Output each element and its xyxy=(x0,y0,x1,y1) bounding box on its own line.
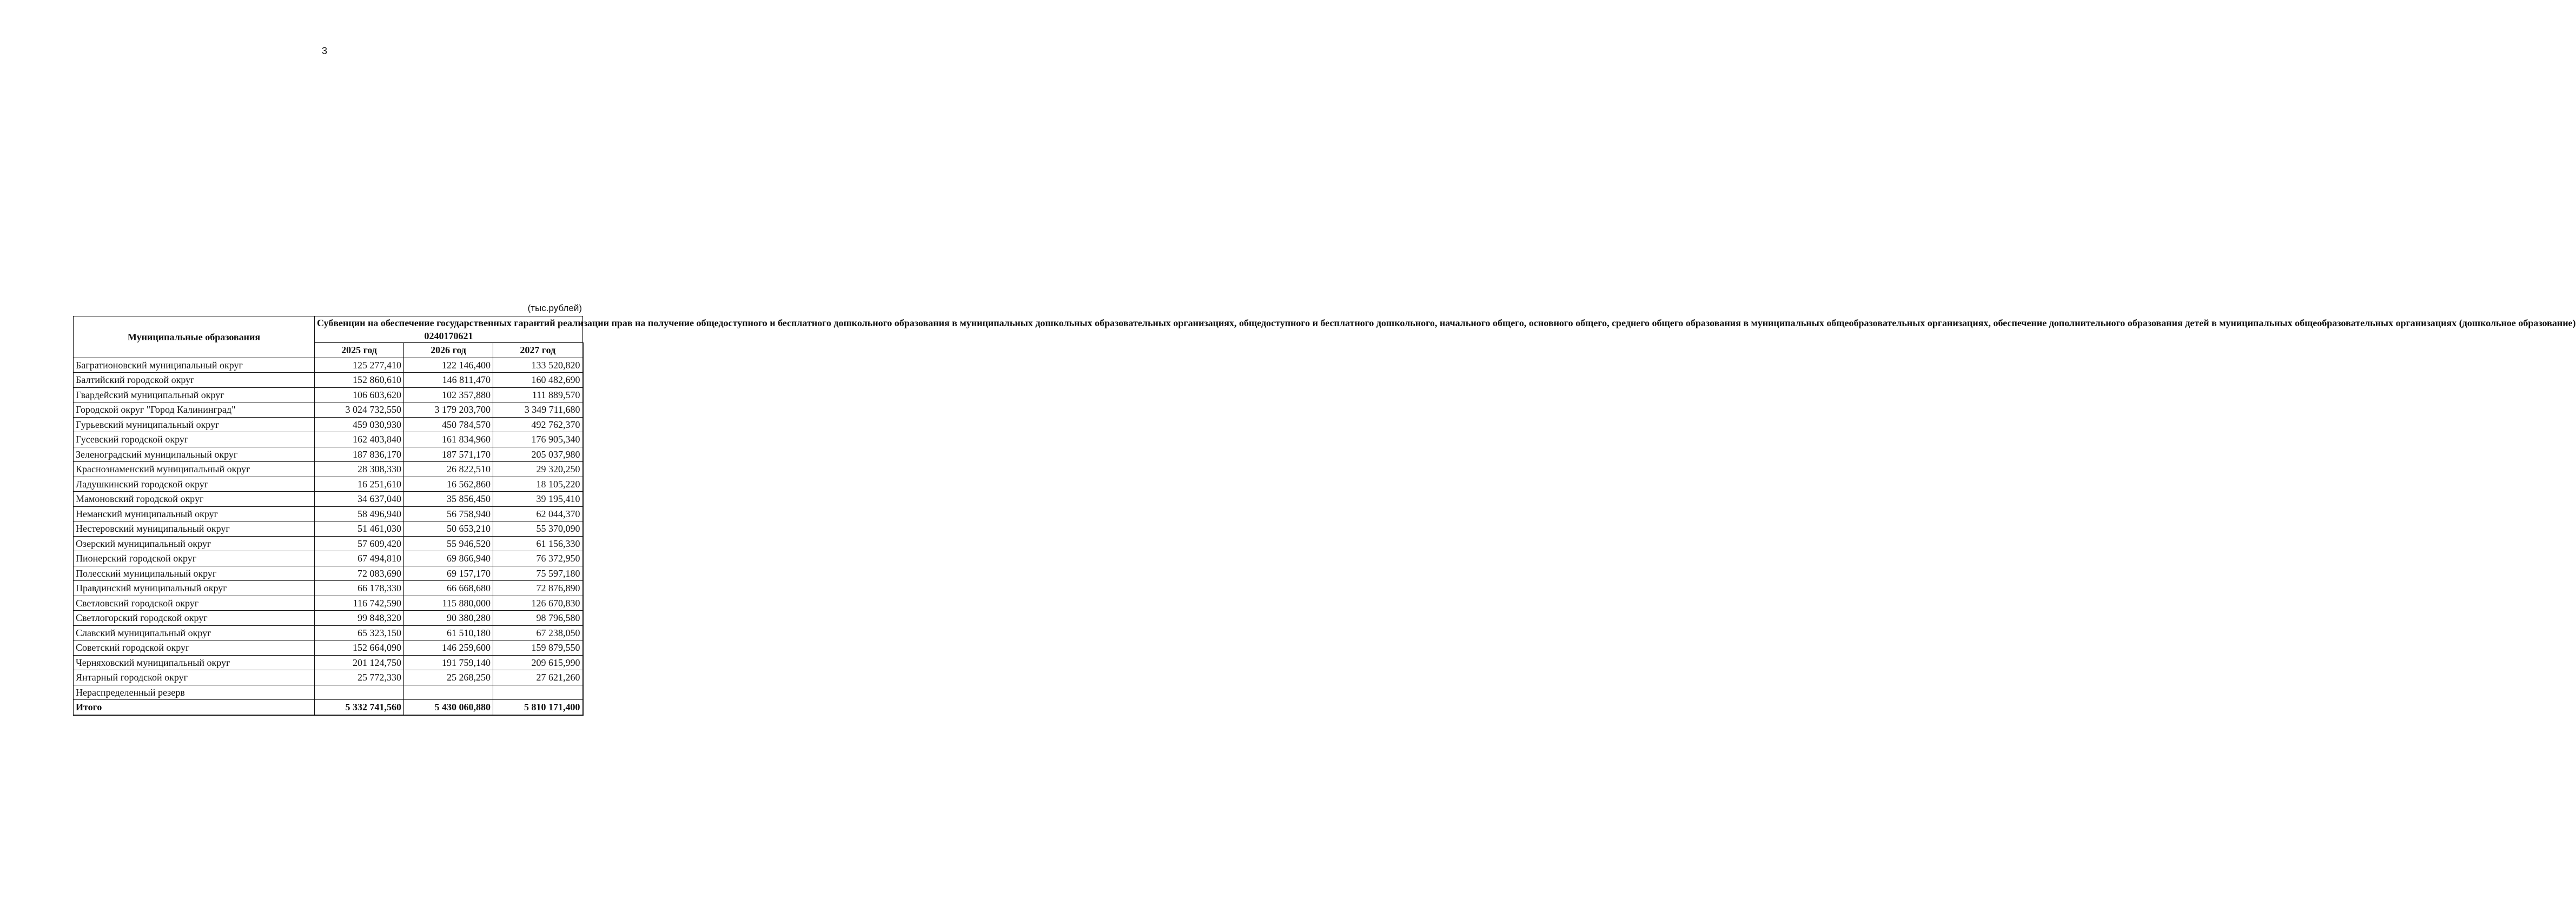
value-2027: 29 320,250 xyxy=(493,462,583,477)
value-2027: 39 195,410 xyxy=(493,492,583,507)
header-subvention-text: Субвенции на обеспечение государственных гарантий реализации прав на получение общедоступного и бесплатного дошкольного образования в муниципальных дошкольных образовательных организациях, общедоступного и бесплатного дошкольного, начального общего, основного общего, среднего общего образования в муниципальных общеобразовательных организациях, обеспечение дополнительного образования детей в муниципальных общеобразовательных организациях (дошкольное образование) xyxy=(317,318,2576,328)
table-row xyxy=(74,551,583,566)
value-2027: 159 879,550 xyxy=(493,640,583,656)
header-municipalities: Муниципальные образования xyxy=(74,316,315,358)
value-2027: 62 044,370 xyxy=(493,506,583,521)
value-2026: 146 259,600 xyxy=(404,640,493,656)
municipality-name: Правдинский муниципальный округ xyxy=(74,581,315,596)
municipality-name: Балтийский городской округ xyxy=(74,373,315,388)
value-2026: 191 759,140 xyxy=(404,655,493,670)
units-label: (тыс.рублей) xyxy=(527,303,582,313)
table-row xyxy=(74,581,583,596)
value-2026: 61 510,180 xyxy=(404,625,493,640)
value-2026: 115 880,000 xyxy=(404,596,493,611)
value-2027: 492 762,370 xyxy=(493,417,583,432)
value-2026: 55 946,520 xyxy=(404,536,493,551)
value-2025: 66 178,330 xyxy=(315,581,404,596)
municipality-name: Мамоновский городской округ xyxy=(74,492,315,507)
value-2027: 160 482,690 xyxy=(493,373,583,388)
value-2025: 99 848,320 xyxy=(315,611,404,626)
header-subvention xyxy=(315,316,2576,343)
value-2027: 111 889,570 xyxy=(493,387,583,402)
total-2026: 5 430 060,880 xyxy=(404,700,493,715)
municipality-name: Городской округ "Город Калининград" xyxy=(74,402,315,418)
table-row xyxy=(74,462,583,477)
municipality-name: Советский городской округ xyxy=(74,640,315,656)
value-2026: 16 562,860 xyxy=(404,477,493,492)
municipality-name: Зеленоградский муниципальный округ xyxy=(74,447,315,462)
value-2025: 459 030,930 xyxy=(315,417,404,432)
table-body xyxy=(74,358,583,715)
value-2026: 187 571,170 xyxy=(404,447,493,462)
value-2025: 58 496,940 xyxy=(315,506,404,521)
value-2027: 75 597,180 xyxy=(493,566,583,581)
value-2027: 27 621,260 xyxy=(493,670,583,685)
value-2025: 187 836,170 xyxy=(315,447,404,462)
municipality-name: Янтарный городской округ xyxy=(74,670,315,685)
value-2026: 35 856,450 xyxy=(404,492,493,507)
value-2027: 18 105,220 xyxy=(493,477,583,492)
municipality-name: Гусевский городской округ xyxy=(74,432,315,447)
municipality-name: Светловский городской округ xyxy=(74,596,315,611)
municipality-name: Черняховский муниципальный округ xyxy=(74,655,315,670)
municipality-name: Багратионовский муниципальный округ xyxy=(74,358,315,373)
table-row xyxy=(74,402,583,418)
value-2026: 3 179 203,700 xyxy=(404,402,493,418)
header-year-2025: 2025 год xyxy=(315,343,404,358)
value-2025 xyxy=(315,685,404,700)
value-2027: 67 238,050 xyxy=(493,625,583,640)
value-2025: 65 323,150 xyxy=(315,625,404,640)
table-row xyxy=(74,670,583,685)
municipality-name: Гурьевский муниципальный округ xyxy=(74,417,315,432)
value-2026 xyxy=(404,685,493,700)
municipality-name: Славский муниципальный округ xyxy=(74,625,315,640)
value-2025: 72 083,690 xyxy=(315,566,404,581)
municipality-name: Полесский муниципальный округ xyxy=(74,566,315,581)
header-year-2026: 2026 год xyxy=(404,343,493,358)
table-row xyxy=(74,655,583,670)
total-2025: 5 332 741,560 xyxy=(315,700,404,715)
value-2027: 98 796,580 xyxy=(493,611,583,626)
value-2027: 126 670,830 xyxy=(493,596,583,611)
value-2026: 102 357,880 xyxy=(404,387,493,402)
value-2027: 3 349 711,680 xyxy=(493,402,583,418)
value-2025: 116 742,590 xyxy=(315,596,404,611)
value-2026: 450 784,570 xyxy=(404,417,493,432)
total-2027: 5 810 171,400 xyxy=(493,700,583,715)
table-row xyxy=(74,492,583,507)
value-2027: 55 370,090 xyxy=(493,521,583,537)
value-2025: 16 251,610 xyxy=(315,477,404,492)
total-row xyxy=(74,700,583,715)
table-row xyxy=(74,417,583,432)
table-row xyxy=(74,536,583,551)
table-row xyxy=(74,685,583,700)
table-row xyxy=(74,640,583,656)
municipality-name: Гвардейский муниципальный округ xyxy=(74,387,315,402)
header-year-2027: 2027 год xyxy=(493,343,583,358)
value-2025: 57 609,420 xyxy=(315,536,404,551)
table-row xyxy=(74,566,583,581)
table-row xyxy=(74,625,583,640)
value-2026: 56 758,940 xyxy=(404,506,493,521)
value-2025: 162 403,840 xyxy=(315,432,404,447)
value-2025: 3 024 732,550 xyxy=(315,402,404,418)
municipality-name: Озерский муниципальный округ xyxy=(74,536,315,551)
value-2025: 152 860,610 xyxy=(315,373,404,388)
table-row xyxy=(74,611,583,626)
value-2025: 25 772,330 xyxy=(315,670,404,685)
value-2027: 72 876,890 xyxy=(493,581,583,596)
value-2026: 146 811,470 xyxy=(404,373,493,388)
value-2027: 209 615,990 xyxy=(493,655,583,670)
table-row xyxy=(74,373,583,388)
value-2026: 69 866,940 xyxy=(404,551,493,566)
table-row xyxy=(74,387,583,402)
value-2027: 133 520,820 xyxy=(493,358,583,373)
subventions-table xyxy=(73,316,2576,716)
value-2027: 205 037,980 xyxy=(493,447,583,462)
table-row xyxy=(74,447,583,462)
value-2025: 125 277,410 xyxy=(315,358,404,373)
value-2026: 50 653,210 xyxy=(404,521,493,537)
municipality-name: Нестеровский муниципальный округ xyxy=(74,521,315,537)
total-label: Итого xyxy=(74,700,315,715)
value-2026: 25 268,250 xyxy=(404,670,493,685)
value-2025: 34 637,040 xyxy=(315,492,404,507)
table-row xyxy=(74,477,583,492)
municipality-name: Неманский муниципальный округ xyxy=(74,506,315,521)
value-2026: 26 822,510 xyxy=(404,462,493,477)
table-row xyxy=(74,358,583,373)
municipality-name: Светлогорский городской округ xyxy=(74,611,315,626)
value-2027: 76 372,950 xyxy=(493,551,583,566)
value-2027 xyxy=(493,685,583,700)
value-2026: 90 380,280 xyxy=(404,611,493,626)
municipality-name: Краснознаменский муниципальный округ xyxy=(74,462,315,477)
value-2026: 122 146,400 xyxy=(404,358,493,373)
value-2025: 51 461,030 xyxy=(315,521,404,537)
municipality-name: Пионерский городской округ xyxy=(74,551,315,566)
table-row xyxy=(74,432,583,447)
value-2025: 106 603,620 xyxy=(315,387,404,402)
page-number: 3 xyxy=(321,45,327,56)
value-2025: 67 494,810 xyxy=(315,551,404,566)
value-2027: 61 156,330 xyxy=(493,536,583,551)
value-2025: 152 664,090 xyxy=(315,640,404,656)
table-row xyxy=(74,506,583,521)
municipality-name: Нераспределенный резерв xyxy=(74,685,315,700)
value-2025: 201 124,750 xyxy=(315,655,404,670)
municipality-name: Ладушкинский городской округ xyxy=(74,477,315,492)
value-2026: 66 668,680 xyxy=(404,581,493,596)
value-2025: 28 308,330 xyxy=(315,462,404,477)
table-row xyxy=(74,596,583,611)
header-subvention-code: 0240170621 xyxy=(424,331,473,341)
value-2026: 161 834,960 xyxy=(404,432,493,447)
value-2026: 69 157,170 xyxy=(404,566,493,581)
table-row xyxy=(74,521,583,537)
value-2027: 176 905,340 xyxy=(493,432,583,447)
